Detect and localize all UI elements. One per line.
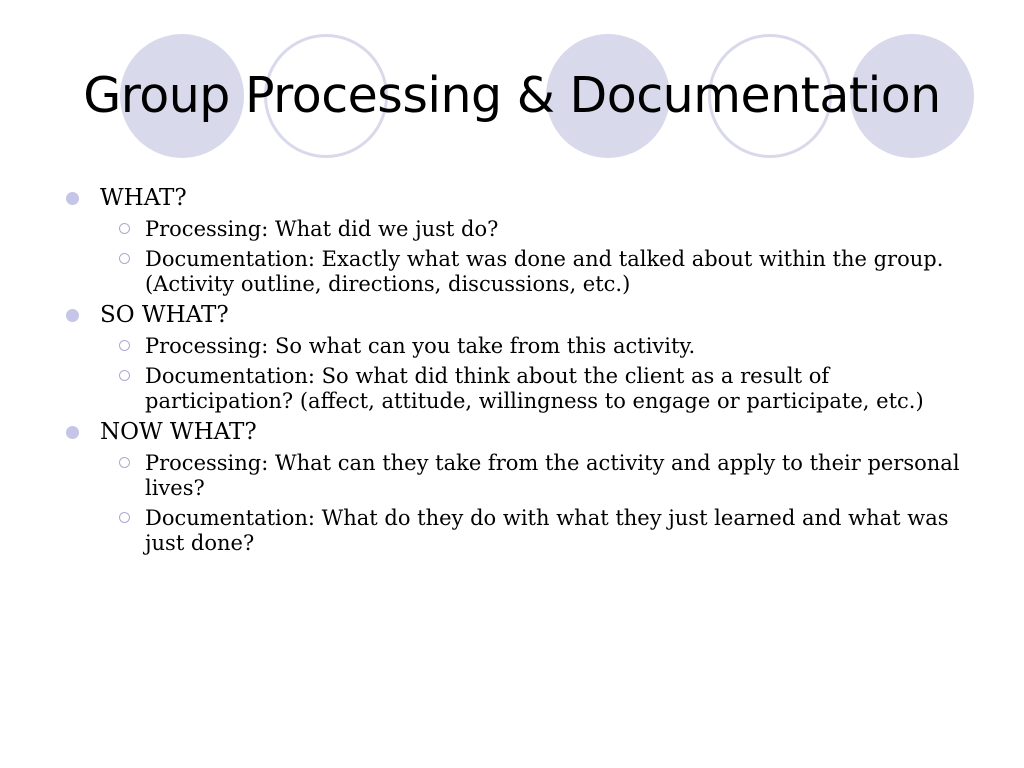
list-item-text: Processing: What can they take from the activity and apply to their personal lives? xyxy=(145,451,960,500)
list-item xyxy=(114,506,982,556)
bullet-ring-icon xyxy=(119,340,130,351)
list-item xyxy=(114,334,982,359)
list-item xyxy=(114,247,982,297)
sub-list xyxy=(114,451,982,556)
list-item-text: Processing: So what can you take from this activity. xyxy=(145,334,696,358)
bullet-ring-icon xyxy=(119,457,130,468)
bullet-ring-icon xyxy=(119,253,130,264)
section-heading-label: NOW WHAT? xyxy=(100,419,257,445)
sub-list xyxy=(114,217,982,297)
section-heading-now-what xyxy=(62,418,982,446)
list-item xyxy=(114,217,982,242)
section-heading-label: WHAT? xyxy=(100,185,187,211)
bullet-ring-icon xyxy=(119,223,130,234)
list-item-text: Documentation: What do they do with what they just learned and what was just done? xyxy=(145,506,949,555)
section-heading-what xyxy=(62,184,982,212)
sub-list xyxy=(114,334,982,414)
list-item-text: Documentation: So what did think about the client as a result of participation? (affect, attitude, willingness to engage or participate, etc.) xyxy=(145,364,924,413)
list-item-text: Documentation: Exactly what was done and talked about within the group. (Activity outline, directions, discussions, etc.) xyxy=(145,247,944,296)
slide-title: Group Processing & Documentation xyxy=(83,67,941,124)
slide-body xyxy=(62,180,982,556)
section-heading-so-what xyxy=(62,301,982,329)
list-item-text: Processing: What did we just do? xyxy=(145,217,499,241)
bullet-dot-icon xyxy=(66,309,79,322)
bullet-ring-icon xyxy=(119,370,130,381)
bullet-ring-icon xyxy=(119,512,130,523)
list-item xyxy=(114,451,982,501)
bullet-dot-icon xyxy=(66,426,79,439)
bullet-dot-icon xyxy=(66,192,79,205)
section-heading-label: SO WHAT? xyxy=(100,302,229,328)
list-item xyxy=(114,364,982,414)
